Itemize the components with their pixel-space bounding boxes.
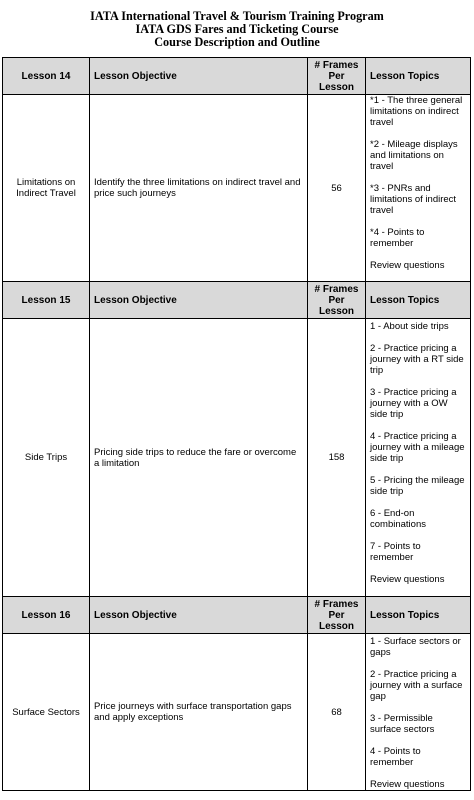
lesson-name: Limitations on Indirect Travel <box>3 95 90 282</box>
frames-column-header: # Frames Per Lesson <box>308 58 366 95</box>
document-header <box>0 10 474 49</box>
lesson-row <box>3 634 471 791</box>
topic-item: 7 - Points to remember <box>370 541 421 563</box>
topics-column-header: Lesson Topics <box>366 58 471 95</box>
topic-item: 4 - Points to remember <box>370 746 421 768</box>
topic-item: 1 - About side trips <box>370 321 449 332</box>
course-outline-table <box>2 57 471 791</box>
lesson-number: Lesson 15 <box>3 282 90 319</box>
lesson-topics <box>366 319 471 597</box>
topic-item: 3 - Permissible surface sectors <box>370 713 435 735</box>
topic-item: Review questions <box>370 779 445 790</box>
topic-item: Review questions <box>370 260 445 271</box>
topic-item: Review questions <box>370 574 445 585</box>
topic-item: 4 - Practice pricing a journey with a mileage side trip <box>370 431 465 464</box>
topic-item: 2 - Practice pricing a journey with a surface gap <box>370 669 463 702</box>
topics-column-header: Lesson Topics <box>366 282 471 319</box>
lesson-objective: Price journeys with surface transportation gaps and apply exceptions <box>90 634 308 791</box>
topic-item: 3 - Practice pricing a journey with a OW side trip <box>370 387 457 420</box>
lesson-number: Lesson 16 <box>3 597 90 634</box>
lesson-objective: Identify the three limitations on indirect travel and price such journeys <box>90 95 308 282</box>
topic-item: *4 - Points to remember <box>370 227 425 249</box>
lesson-row <box>3 319 471 597</box>
topics-column-header: Lesson Topics <box>366 597 471 634</box>
lesson-header-row <box>3 597 471 634</box>
objective-column-header: Lesson Objective <box>90 597 308 634</box>
lesson-objective: Pricing side trips to reduce the fare or overcome a limitation <box>90 319 308 597</box>
frame-count: 56 <box>308 95 366 282</box>
lesson-header-row <box>3 58 471 95</box>
lesson-name: Surface Sectors <box>3 634 90 791</box>
topic-item: 6 - End-on combinations <box>370 508 426 530</box>
topic-item: 2 - Practice pricing a journey with a RT side trip <box>370 343 464 376</box>
lesson-topics <box>366 634 471 791</box>
topic-item: *1 - The three general limitations on indirect travel <box>370 95 463 128</box>
frames-column-header: # Frames Per Lesson <box>308 597 366 634</box>
document-subtitle: Course Description and Outline <box>154 35 320 49</box>
frames-column-header: # Frames Per Lesson <box>308 282 366 319</box>
lesson-row <box>3 95 471 282</box>
frame-count: 68 <box>308 634 366 791</box>
topic-item: 5 - Pricing the mileage side trip <box>370 475 465 497</box>
objective-column-header: Lesson Objective <box>90 282 308 319</box>
frame-count: 158 <box>308 319 366 597</box>
objective-column-header: Lesson Objective <box>90 58 308 95</box>
topic-item: *2 - Mileage displays and limitations on travel <box>370 139 458 172</box>
lesson-number: Lesson 14 <box>3 58 90 95</box>
lesson-name: Side Trips <box>3 319 90 597</box>
topic-item: 1 - Surface sectors or gaps <box>370 636 461 658</box>
lesson-header-row <box>3 282 471 319</box>
lesson-topics <box>366 95 471 282</box>
program-title: IATA International Travel & Tourism Training Program <box>90 9 384 23</box>
course-title: IATA GDS Fares and Ticketing Course <box>135 22 339 36</box>
topic-item: *3 - PNRs and limitations of indirect travel <box>370 183 457 216</box>
